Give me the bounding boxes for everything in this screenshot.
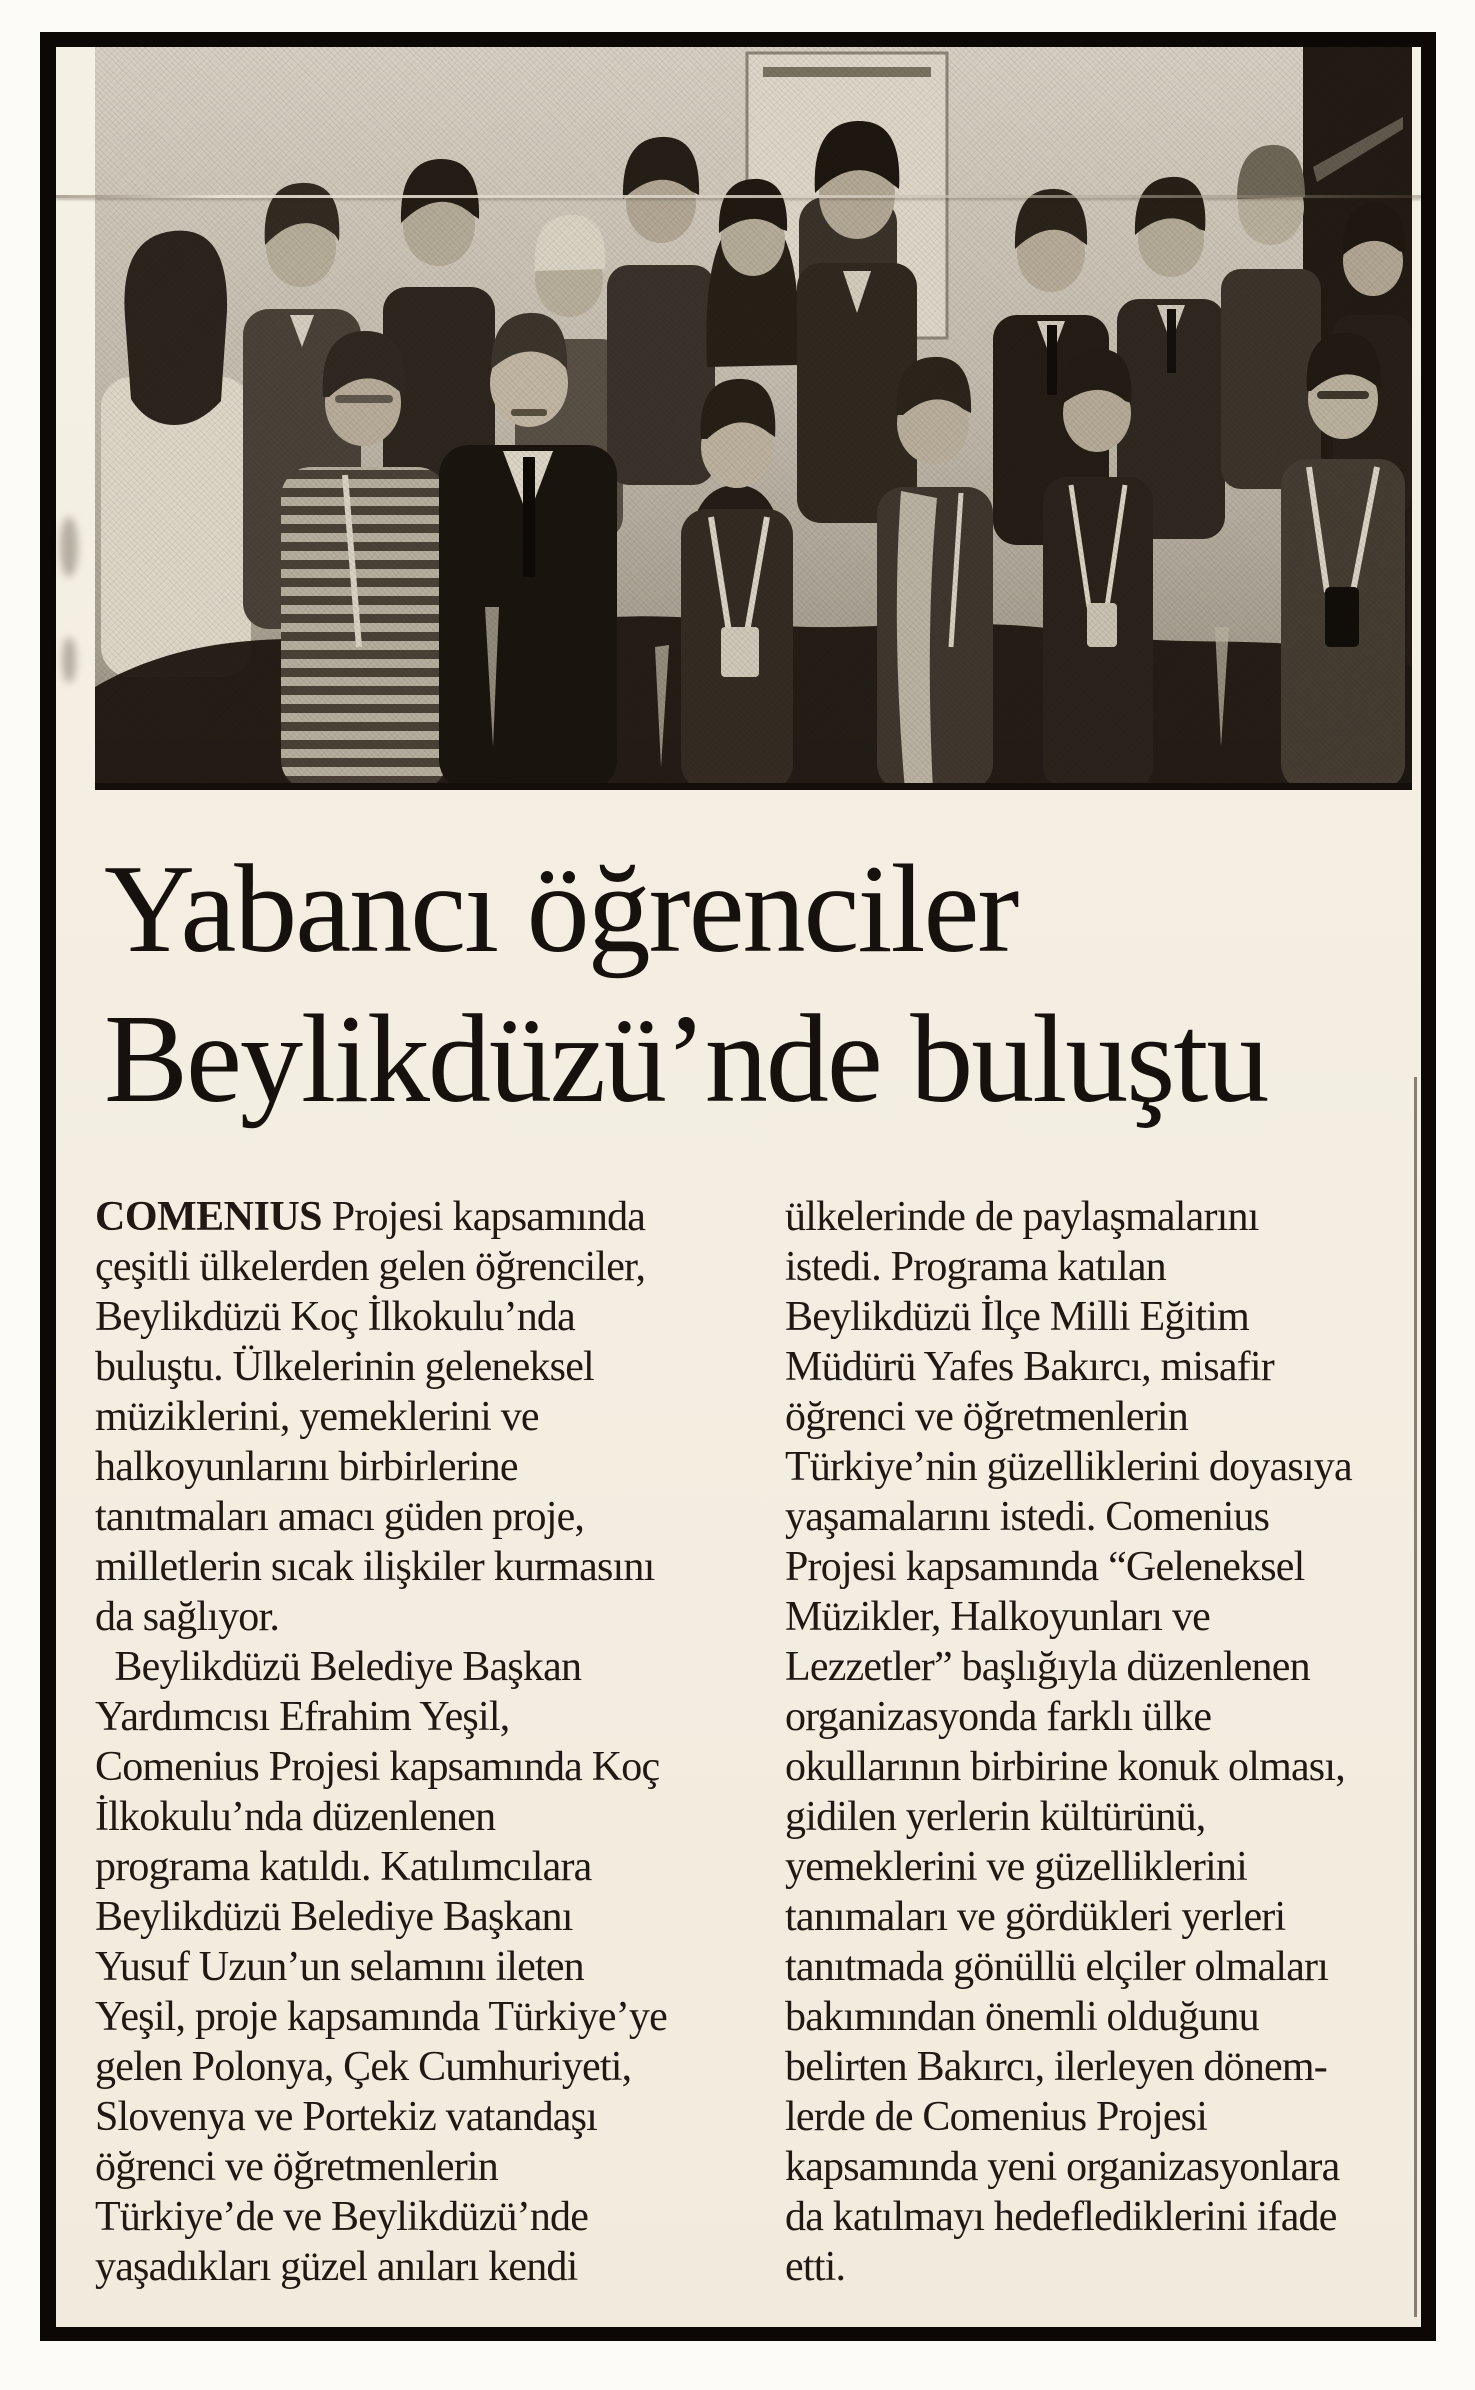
body-text-line: Projesi kapsamında “Geleneksel xyxy=(785,1544,1305,1590)
group-photo-illustration xyxy=(95,47,1412,790)
body-text-line: ülkelerinde de paylaşmalarını xyxy=(785,1194,1259,1240)
body-text-line: okullarının birbirine konuk olması, xyxy=(785,1744,1345,1790)
fold-smudge xyxy=(60,517,78,577)
photo-dark-foreground xyxy=(95,616,1412,790)
body-text-line: belirten Bakırcı, ilerleyen dönem- xyxy=(785,2044,1327,2090)
body-text-line: Lezzetler” başlığıyla düzenlenen xyxy=(785,1644,1310,1690)
body-text-line: tanıtmada gönüllü elçiler olmaları xyxy=(785,1944,1329,1990)
body-text-line: Türkiye’nin güzelliklerini doyasıya xyxy=(785,1444,1352,1490)
body-text-line: organizasyonda farklı ülke xyxy=(785,1694,1212,1740)
lead-line xyxy=(95,1192,750,1242)
body-text-line: gelen Polonya, Çek Cumhuriyeti, xyxy=(95,2044,632,2090)
body-text-line: Beylikdüzü Koç İlkokulu’nda xyxy=(95,1294,575,1340)
body-text-line: Yeşil, proje kapsamında Türkiye’ye xyxy=(95,1994,667,2040)
paper-edge-shadow xyxy=(1414,1077,1417,2317)
body-text-line: öğrenci ve öğretmenlerin xyxy=(95,2144,498,2190)
headline-line-1: Yabancı öğrenciler xyxy=(104,840,1018,979)
body-text-line: İlkokulu’nda düzenlenen xyxy=(95,1794,496,1840)
people-front-row xyxy=(281,313,1405,790)
body-column-left xyxy=(95,1192,750,2292)
body-text-line: Müdürü Yafes Bakırcı, misafir xyxy=(785,1344,1274,1390)
body-text-line: Beylikdüzü Belediye Başkan xyxy=(95,1644,582,1690)
body-text-line: Beylikdüzü İlçe Milli Eğitim xyxy=(785,1294,1250,1340)
body-text-line: yaşamalarını istedi. Comenius xyxy=(785,1494,1270,1540)
right-column-lines xyxy=(785,1192,1440,2292)
body-text-line: etti. xyxy=(785,2244,846,2290)
body-text-line: milletlerin sıcak ilişkiler kurmasını xyxy=(95,1544,655,1590)
body-text-line: bakımından önemli olduğunu xyxy=(785,1994,1259,2040)
article-headline xyxy=(104,835,1404,1135)
body-text-line: çeşitli ülkelerden gelen öğrenciler, xyxy=(95,1244,646,1290)
body-text-line: Yardımcısı Efrahim Yeşil, xyxy=(95,1694,510,1740)
body-text-line: istedi. Programa katılan xyxy=(785,1244,1166,1290)
body-text-line: kapsamında yeni organizasyonlara xyxy=(785,2144,1340,2190)
body-text-line: yemeklerini ve güzelliklerini xyxy=(785,1844,1247,1890)
body-text-line: Türkiye’de ve Beylikdüzü’nde xyxy=(95,2194,589,2240)
body-text-line: Müzikler, Halkoyunları ve xyxy=(785,1594,1211,1640)
body-text-line: gidilen yerlerin kültürünü, xyxy=(785,1794,1206,1840)
fold-smudge xyxy=(62,637,76,683)
body-text-line: halkoyunlarını birbirlerine xyxy=(95,1444,518,1490)
body-text-line: buluştu. Ülkelerinin geleneksel xyxy=(95,1344,594,1390)
body-text-line: lerde de Comenius Projesi xyxy=(785,2094,1208,2140)
body-text-line: Beylikdüzü Belediye Başkanı xyxy=(95,1894,573,1940)
headline-line-2: Beylikdüzü’nde buluştu xyxy=(104,990,1268,1129)
body-text-line: tanıtmaları amacı güden proje, xyxy=(95,1494,585,1540)
doorway xyxy=(1303,47,1412,790)
photo-highlights xyxy=(485,607,1229,767)
newspaper-page xyxy=(56,47,1421,2327)
body-text-line: da katılmayı hedeflediklerini ifade xyxy=(785,2194,1337,2240)
fold-crease xyxy=(56,195,1421,198)
body-text-line: programa katıldı. Katılımcılara xyxy=(95,1844,592,1890)
body-text-line: da sağlıyor. xyxy=(95,1594,280,1640)
people-back-row xyxy=(101,121,1412,677)
body-text-line: Comenius Projesi kapsamında Koç xyxy=(95,1744,660,1790)
article-photo xyxy=(95,47,1412,790)
body-text-line: Yusuf Uzun’un selamını ileten xyxy=(95,1944,584,1990)
body-text-line: yaşadıkları güzel anıları kendi xyxy=(95,2244,578,2290)
body-text-line: öğrenci ve öğretmenlerin xyxy=(785,1394,1188,1440)
body-text-line: tanımaları ve gördükleri yerleri xyxy=(785,1894,1286,1940)
lead-word: COMENIUS xyxy=(95,1194,323,1240)
left-column-lines xyxy=(95,1242,750,2292)
lead-rest: Projesi kapsamında xyxy=(322,1194,646,1240)
body-text-line: Slovenya ve Portekiz vatandaşı xyxy=(95,2094,598,2140)
body-text-line: müziklerini, yemeklerini ve xyxy=(95,1394,539,1440)
body-column-right xyxy=(785,1192,1440,2292)
